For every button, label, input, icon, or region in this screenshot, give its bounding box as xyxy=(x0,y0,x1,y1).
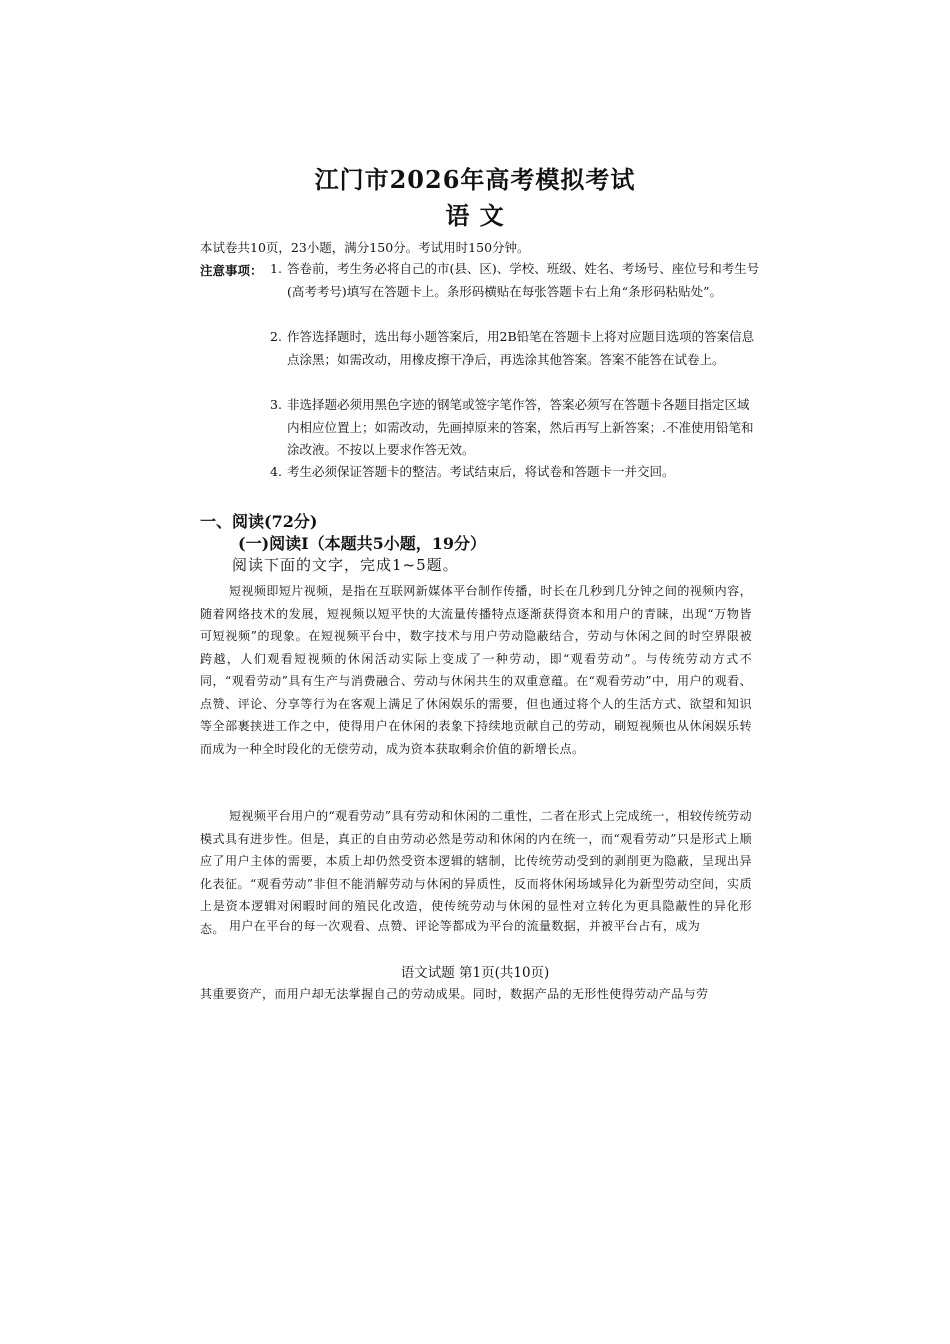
passage-paragraph-1: 短视频即短片视频，是指在互联网新媒体平台制作传播，时长在几秒到几分钟之间的视频内容，随着网络技术的发展，短视频以短平快的大流量传播特点逐渐获得资本和用户的青睐，出现“万物皆可短视频”的现象。在短视频平台中，数字技术与用户劳动隐蔽结合，劳动与休闲之间的时空界限被跨越，人们观看短视频的休闲活动实际上变成了一种劳动，即“观看劳动”。与传统劳动方式不同，“观看劳动”具有生产与消费融合、劳动与休闲共生的双重意蕴。在“观看劳动”中，用户的观看、点赞、评论、分享等行为在客观上满足了休闲娱乐的需要，但也通过将个人的生活方式、欲望和知识等全部裹挟进工作之中，使得用户在休闲的表象下持续地贡献自己的劳动，刷短视频也从休闲娱乐转而成为一种全时段化的无偿劳动，成为资本获取剩余价值的新增长点。 xyxy=(200,584,752,756)
passage-paragraph-2: 短视频平台用户的“观看劳动”具有劳动和休闲的二重性，二者在形式上完成统一，相较传统劳动模式具有进步性。但是，真正的自由劳动必然是劳动和休闲的内在统一，而“观看劳动”只是形式上顺应了用户主体的需要，本质上却仍然受资本逻辑的辖制，比传统劳动受到的剥削更为隐蔽，呈现出异化表征。“观看劳动”非但不能消解劳动与休闲的异质性，反而将休闲场域异化为新型劳动空间，实质上是资本逻辑对闲暇时间的殖民化改造，使传统劳动与休闲的显性对立转化为更具隐蔽性的异化形态。 xyxy=(200,809,752,936)
page-footer: 语文试题 第1页(共10页) xyxy=(400,965,550,981)
passage-paragraph-3: 用户在平台的每一次观看、点赞、评论等都成为平台的流量数据，并被平台占有，成为 xyxy=(229,919,701,933)
carryover-text: 其重要资产，而用户却无法掌握自己的劳动成果。同时，数据产品的无形性使得劳动产品与劳 xyxy=(200,987,709,1001)
notice-text: 非选择题必须用黑色字迹的钢笔或签字笔作答，答案必须写在答题卡各题目指定区域内相应位置上；如需改动，先画掉原来的答案，然后再写上新答案；.不准使用铅笔和涂改液。不按以上要求作答无效。 xyxy=(287,397,754,458)
notice-text: 作答选择题时，选出每小题答案后，用2B铅笔在答题卡上将对应题目选项的答案信息点涂黑；如需改动，用橡皮擦干净后，再选涂其他答案。答案不能答在试卷上。 xyxy=(287,329,755,367)
exam-intro: 本试卷共10页，23小题，满分150分。考试用时150分钟。 xyxy=(200,240,530,255)
reading-instruction: 阅读下面的文字，完成1~5题。 xyxy=(232,556,459,574)
notice-number: 4. xyxy=(270,464,282,479)
notice-item-4 xyxy=(270,461,760,484)
notice-text: 答卷前，考生务必将自己的市(县、区)、学校、班级、姓名、考场号、座位号和考生号(高考考号)填写在答题卡上。条形码横贴在每张答题卡右上角“条形码粘贴处”。 xyxy=(287,261,760,299)
section-subheading: (一)阅读Ⅰ（本题共5小题，19分） xyxy=(238,534,487,553)
notice-item-3 xyxy=(270,394,760,462)
subject-title: 语 文 xyxy=(445,201,505,230)
exam-title: 江门市2026年高考模拟考试 xyxy=(314,165,636,194)
notice-number: 1. xyxy=(270,261,282,276)
notice-number: 2. xyxy=(270,329,282,344)
notice-item-2 xyxy=(270,326,760,371)
notice-text: 考生必须保证答题卡的整洁。考试结束后，将试卷和答题卡一并交回。 xyxy=(287,464,675,479)
notice-item-1 xyxy=(270,258,760,303)
notice-label: 注意事项： xyxy=(200,263,263,278)
notice-number: 3. xyxy=(270,397,282,412)
section-heading: 一、阅读(72分) xyxy=(200,512,318,531)
